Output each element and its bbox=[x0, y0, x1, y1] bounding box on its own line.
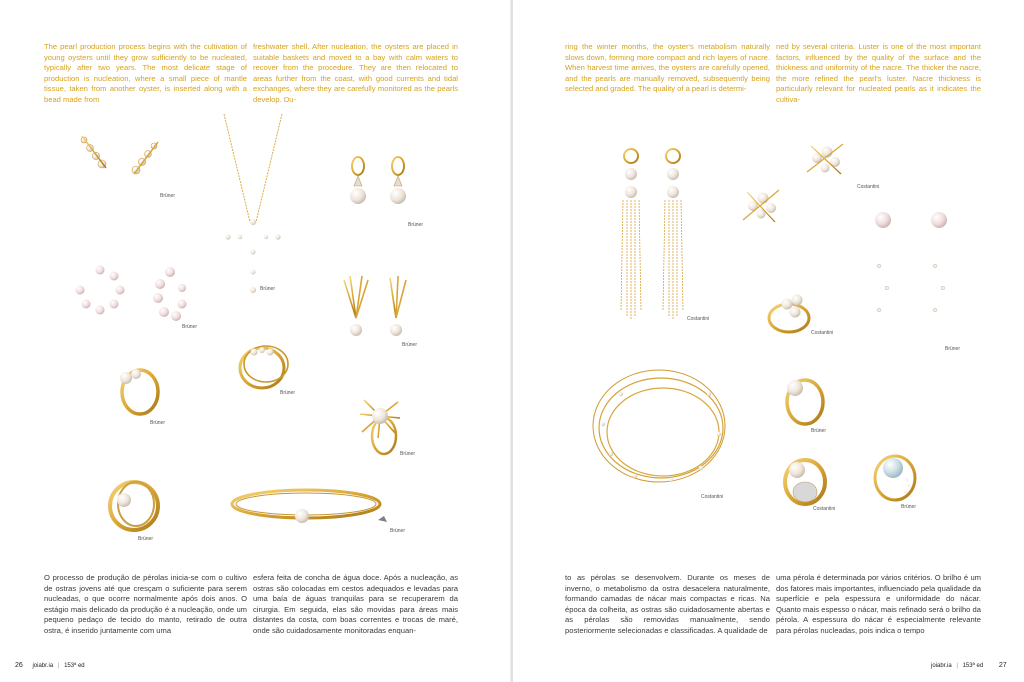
caption-triple-band-ring: Brüner bbox=[280, 390, 296, 396]
gold-pearl-ring-product bbox=[775, 370, 839, 438]
caption-fan-climbers: Brüner bbox=[402, 342, 418, 348]
necklace-product bbox=[591, 364, 741, 504]
pearl-drop-earrings-product bbox=[340, 152, 435, 232]
magazine-name-right: joiabr.ia bbox=[931, 663, 952, 669]
portuguese-column-3: to as pérolas se desenvolvem. Durante os meses de inverno, o metabolismo da ostra desacelera naturalmente, formando camadas de nácar mais compactas e ricas. Na época da colheita, as ostras são cuidadosamente abertas e as pérolas são removidas manualmente, sendo posteriormente selecionadas e classificadas. A qualidade de bbox=[565, 573, 770, 635]
blue-stone-ring-product bbox=[869, 450, 937, 514]
chain-earrings-image bbox=[611, 140, 721, 330]
bangle-image bbox=[230, 478, 410, 538]
caption-bangle: Brüner bbox=[390, 528, 406, 534]
caption-pearl-drops: Brüner bbox=[408, 222, 424, 228]
edition-right: 153ª ed bbox=[962, 663, 984, 669]
portuguese-column-2: esfera feita de concha de água doce. Após a nucleação, as ostras são colocadas em cestos adequados e levadas para uma baía de águas tranquilas para se recuperarem da cirurgia. Em seguida, elas são movidas para áreas mais distantes da costa, com boas correntes e trocas de maré, onde são cuidadosamente monitoradas enquan- bbox=[253, 573, 458, 635]
cluster-ring-image bbox=[765, 282, 845, 346]
caption-pave-ring: Costantini bbox=[813, 506, 836, 512]
ear-climbers-image bbox=[74, 132, 184, 202]
caption-pearl-drop-earrings: Brüner bbox=[945, 346, 961, 352]
cross-pendant-product bbox=[212, 112, 292, 298]
left-page bbox=[0, 0, 511, 682]
page-footer-left: 26 joiabr.ia | 153ª ed bbox=[15, 662, 85, 669]
caption-gold-ring: Brüner bbox=[150, 420, 166, 426]
necklace-image bbox=[591, 364, 741, 504]
flower-ring-image bbox=[356, 394, 432, 462]
pearl-hoop-earrings-product bbox=[70, 262, 205, 334]
caption-blue-stone-ring: Brüner bbox=[901, 504, 917, 510]
english-column-4: ned by several criteria. Luster is one of the most important factors, influenced by the quality of the surface and the thickness and uniformity of the nacre. The thicker the nacre, the more refined the pearl's luster. Nacre thickness is particularly relevant for nucleated pearls as it indicates the cultiva- bbox=[776, 42, 981, 104]
gold-ring-pearls-product bbox=[104, 360, 184, 428]
pearl-drop-chain-earrings-product bbox=[865, 206, 985, 356]
caption-gold-pearl-ring: Brüner bbox=[811, 428, 827, 434]
page-number-right: 27 bbox=[998, 662, 1007, 669]
cluster-ring-product bbox=[765, 282, 845, 346]
edition: 153ª ed bbox=[64, 663, 85, 669]
caption-hoop-earrings: Brüner bbox=[182, 324, 198, 330]
pave-ring-product bbox=[775, 452, 855, 516]
caption-cross-pendant: Brüner bbox=[260, 286, 276, 292]
page-number: 26 bbox=[15, 662, 23, 669]
caption-wrap-ring: Brüner bbox=[138, 536, 154, 542]
right-page bbox=[513, 0, 1024, 682]
caption-cluster-climbers: Costantini bbox=[857, 184, 880, 190]
pearl-drop-earrings-image bbox=[340, 152, 435, 232]
fan-climbers-image bbox=[336, 268, 436, 352]
pearl-drop-chain-earrings-image bbox=[865, 206, 985, 356]
english-column-1: The pearl production process begins with the cultivation of young oysters until they grow sufficiently to be nucleated, typically after two years. The most delicate stage of production is nucleation, where a small piece of mantle tissue, taken from another oyster, is inserted along with a bead made from bbox=[44, 42, 247, 104]
wrap-ring-image bbox=[104, 476, 176, 544]
caption-cluster-ring: Costantini bbox=[811, 330, 834, 336]
gold-ring-pearls-image bbox=[104, 360, 184, 428]
triple-band-ring-product bbox=[232, 336, 302, 402]
cluster-climbers-image bbox=[731, 140, 871, 236]
caption-ear-climbers: Brüner bbox=[160, 193, 176, 199]
gold-pearl-ring-image bbox=[775, 370, 839, 438]
page-footer-right: joiabr.ia | 153ª ed 27 bbox=[931, 662, 1007, 669]
english-column-3: ring the winter months, the oyster's metabolism naturally slows down, forming more compact and rich layers of nacre. When harvest time arrives, the oysters are carefully opened, and the pearls are manually removed, subsequently being selected and graded. The quality of a pearl is determi- bbox=[565, 42, 770, 94]
flower-ring-product bbox=[356, 394, 432, 462]
chain-earrings-product bbox=[611, 140, 721, 330]
english-column-2: freshwater shell. After nucleation, the oysters are placed in suitable baskets and moved to a bay with calm waters to recover from the procedure. They are then relocated to areas further from the coast, with good currents and tidal exchanges, where they are carefully monitored as the pearls develop. Du- bbox=[253, 42, 458, 104]
magazine-name: joiabr.ia bbox=[32, 663, 54, 669]
caption-flower-ring: Brüner bbox=[400, 451, 416, 457]
portuguese-column-4: uma pérola é determinada por vários critérios. O brilho é um dos fatores mais importantes, influenciado pela qualidade da superfície e pela espessura e uniformidade do nácar. Quanto mais espesso o nácar, mais refinado será o brilho da pérola. A espessura do nácar é especialmente relevante para pérolas nucleadas, pois indica o tempo bbox=[776, 573, 981, 635]
ear-climbers-product bbox=[74, 132, 184, 202]
wrap-ring-product bbox=[104, 476, 176, 544]
cross-pendant-image bbox=[212, 112, 292, 298]
bangle-product bbox=[230, 478, 410, 538]
caption-chain-earrings: Costantini bbox=[687, 316, 710, 322]
caption-necklace: Costantini bbox=[701, 494, 724, 500]
fan-climbers-product bbox=[336, 268, 436, 352]
cluster-climbers-product bbox=[731, 140, 880, 236]
portuguese-column-1: O processo de produção de pérolas inicia-se com o cultivo de ostras jovens até que cresçam o suficiente para serem nucleadas, o que ocorre normalmente após dois anos. O estágio mais delicado da produção é a nucleação, onde um pequeno pedaço de tecido do manto, retirado de outra ostra, é inserido juntamente com uma bbox=[44, 573, 247, 635]
